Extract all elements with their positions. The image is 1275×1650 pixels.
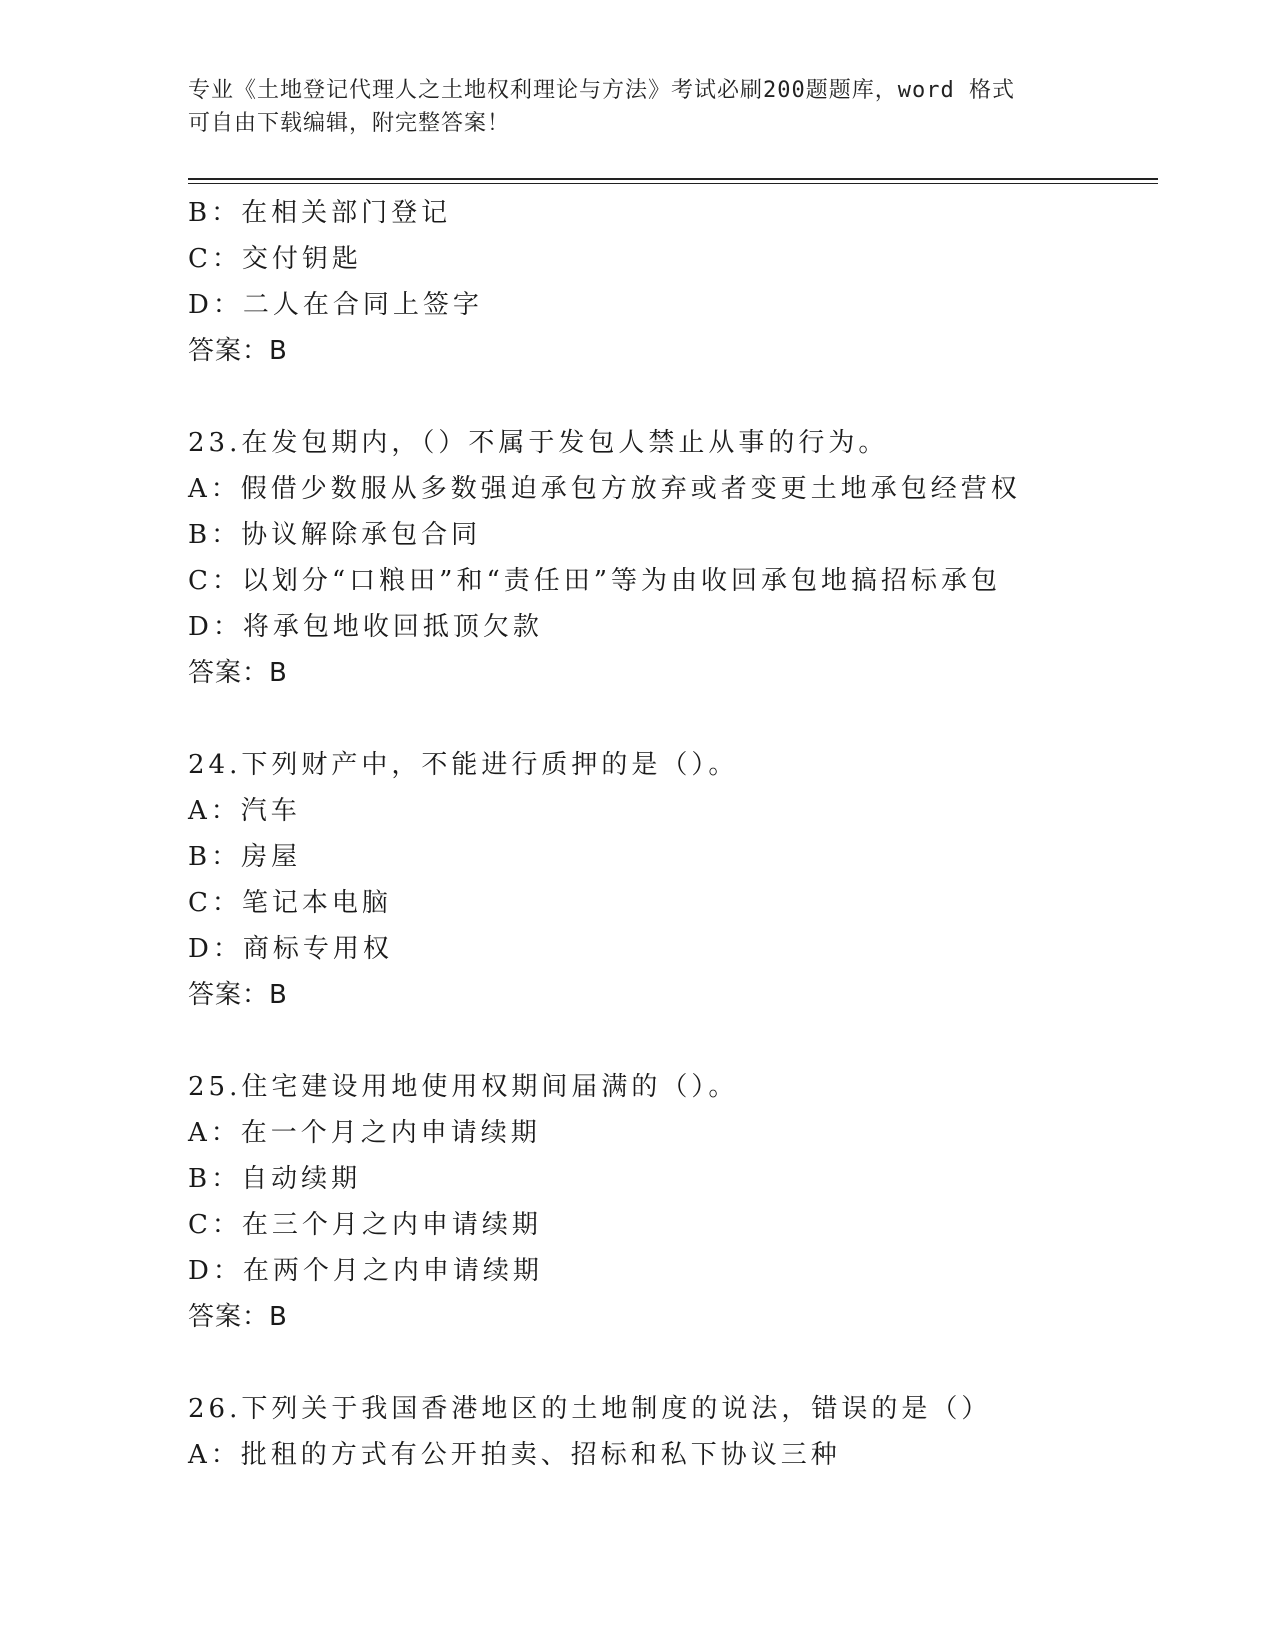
question-text: 24.下列财产中，不能进行质押的是（）。 [188, 750, 739, 780]
question-block-26 [188, 1386, 1148, 1478]
answer-line: 答案：B [188, 336, 288, 366]
block-spacer [188, 374, 1148, 420]
option-a: A：批租的方式有公开拍卖、招标和私下协议三种 [188, 1440, 841, 1470]
question-block-23 [188, 420, 1148, 696]
answer-line: 答案：B [188, 1302, 288, 1332]
option-a: A：假借少数服从多数强迫承包方放弃或者变更土地承包经营权 [188, 474, 1021, 504]
question-list [188, 190, 1148, 1478]
question-block-24 [188, 742, 1148, 1018]
question-block-25 [188, 1064, 1148, 1340]
header-rule-thick [188, 178, 1158, 180]
header-line-2: 可自由下载编辑，附完整答案！ [188, 111, 511, 136]
block-spacer [188, 696, 1148, 742]
option-c: C：交付钥匙 [188, 244, 362, 274]
question-text: 23.在发包期内，（）不属于发包人禁止从事的行为。 [188, 428, 889, 458]
option-b: B：协议解除承包合同 [188, 520, 482, 550]
option-d: D：商标专用权 [188, 934, 393, 964]
option-b: B：自动续期 [188, 1164, 362, 1194]
option-c: C：在三个月之内申请续期 [188, 1210, 542, 1240]
option-d: D：将承包地收回抵顶欠款 [188, 612, 543, 642]
option-a: A：在一个月之内申请续期 [188, 1118, 541, 1148]
document-header [188, 74, 1088, 140]
block-spacer [188, 1340, 1148, 1386]
answer-line: 答案：B [188, 658, 288, 688]
option-b: B：在相关部门登记 [188, 198, 452, 228]
header-line-1: 专业《土地登记代理人之土地权利理论与方法》考试必刷200题题库，word 格式 [188, 78, 1015, 103]
block-spacer [188, 1018, 1148, 1064]
option-c: C：笔记本电脑 [188, 888, 392, 918]
option-c: C：以划分“口粮田”和“责任田”等为由收回承包地搞招标承包 [188, 566, 1002, 596]
header-rule-thin [188, 183, 1158, 184]
option-d: D：二人在合同上签字 [188, 290, 483, 320]
option-a: A：汽车 [188, 796, 301, 826]
question-text: 26.下列关于我国香港地区的土地制度的说法，错误的是（） [188, 1394, 992, 1424]
question-text: 25.住宅建设用地使用权期间届满的（）。 [188, 1072, 739, 1102]
option-d: D：在两个月之内申请续期 [188, 1256, 543, 1286]
answer-line: 答案：B [188, 980, 288, 1010]
option-b: B：房屋 [188, 842, 302, 872]
question-block-22 [188, 190, 1148, 374]
